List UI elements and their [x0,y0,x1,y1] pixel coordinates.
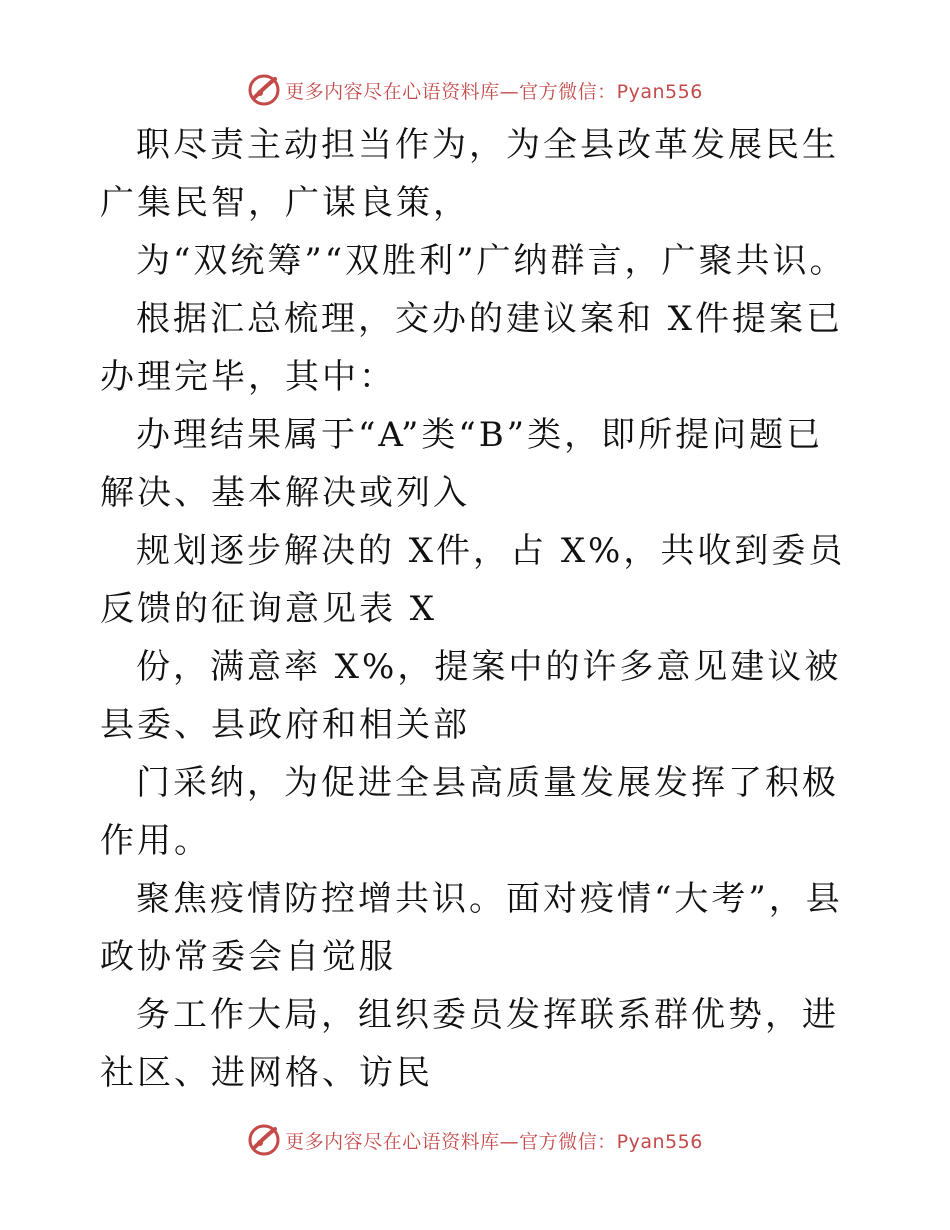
paragraph: 聚焦疫情防控增共识。面对疫情“大考”，县政协常委会自觉服 [100,879,843,977]
brush-logo-icon [247,73,281,107]
paragraph: 职尽责主动担当作为，为全县改革发展民生广集民智，广谋良策， [100,125,839,223]
paragraph: 根据汇总梳理，交办的建议案和 X件提案已办理完毕，其中： [100,299,844,397]
watermark-text: 更多内容尽在心语资料库—官方微信：Pyan556 [285,1130,703,1153]
watermark-text: 更多内容尽在心语资料库—官方微信：Pyan556 [285,80,703,103]
paragraph: 份，满意率 X%，提案中的许多意见建议被县委、县政府和相关部 [100,647,842,745]
document-body [100,116,860,1102]
header-watermark [0,70,950,110]
paragraph: 务工作大局，组织委员发挥联系群优势，进社区、进网格、访民 [100,995,839,1093]
paragraph: 规划逐步解决的 X件，占 X%，共收到委员反馈的征询意见表 X [100,531,846,629]
paragraph: 办理结果属于“A”类“B”类，即所提问题已解决、基本解决或列入 [100,415,824,513]
footer-watermark [0,1120,950,1160]
brush-logo-icon [247,1123,281,1157]
paragraph: 门采纳，为促进全县高质量发展发挥了积极作用。 [100,763,839,861]
paragraph: 为“双统筹”“双胜利”广纳群言，广聚共识。 [136,241,847,281]
